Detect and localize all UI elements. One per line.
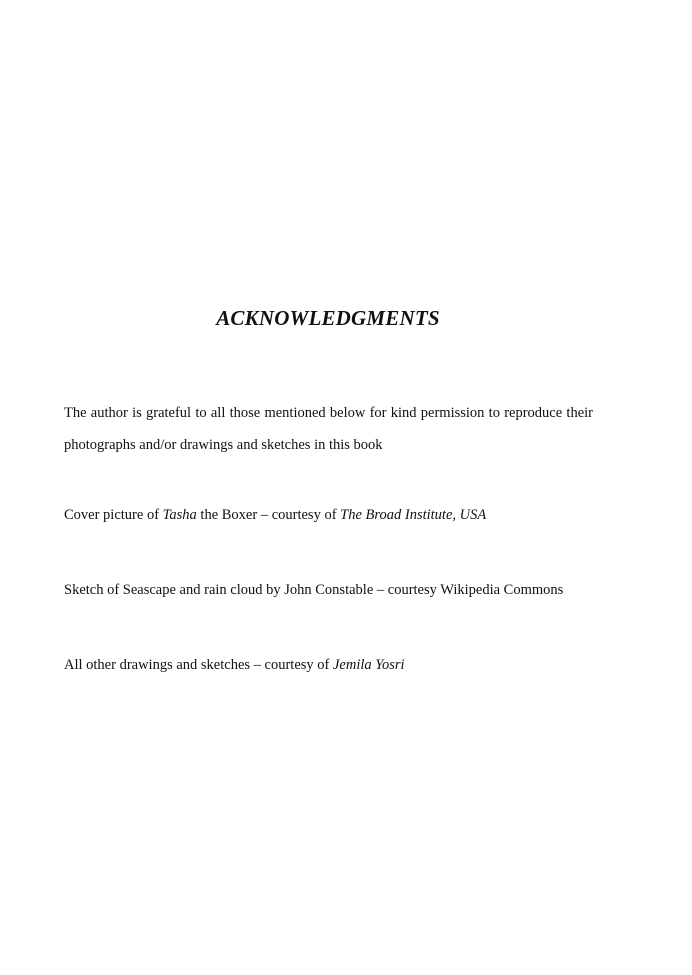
credit-cover-picture	[64, 505, 593, 525]
credit-text: Cover picture of	[64, 507, 163, 523]
credit-subject-name: Tasha	[162, 507, 197, 523]
page-title: ACKNOWLEDGMENTS	[216, 306, 440, 330]
credit-text: All other drawings and sketches – courtesy of	[64, 657, 333, 673]
credit-text: the Boxer – courtesy of	[196, 507, 341, 523]
credit-source: Jemila Yosri	[333, 657, 405, 673]
credit-source: The Broad Institute, USA	[340, 507, 487, 523]
credit-seascape-sketch: Sketch of Seascape and rain cloud by John Constable – courtesy Wikipedia Commons	[64, 582, 564, 598]
intro-paragraph: The author is grateful to all those mentioned below for kind permission to reproduce their photographs and/or drawings and sketches in this book	[64, 405, 593, 453]
credit-other-drawings	[64, 655, 593, 675]
